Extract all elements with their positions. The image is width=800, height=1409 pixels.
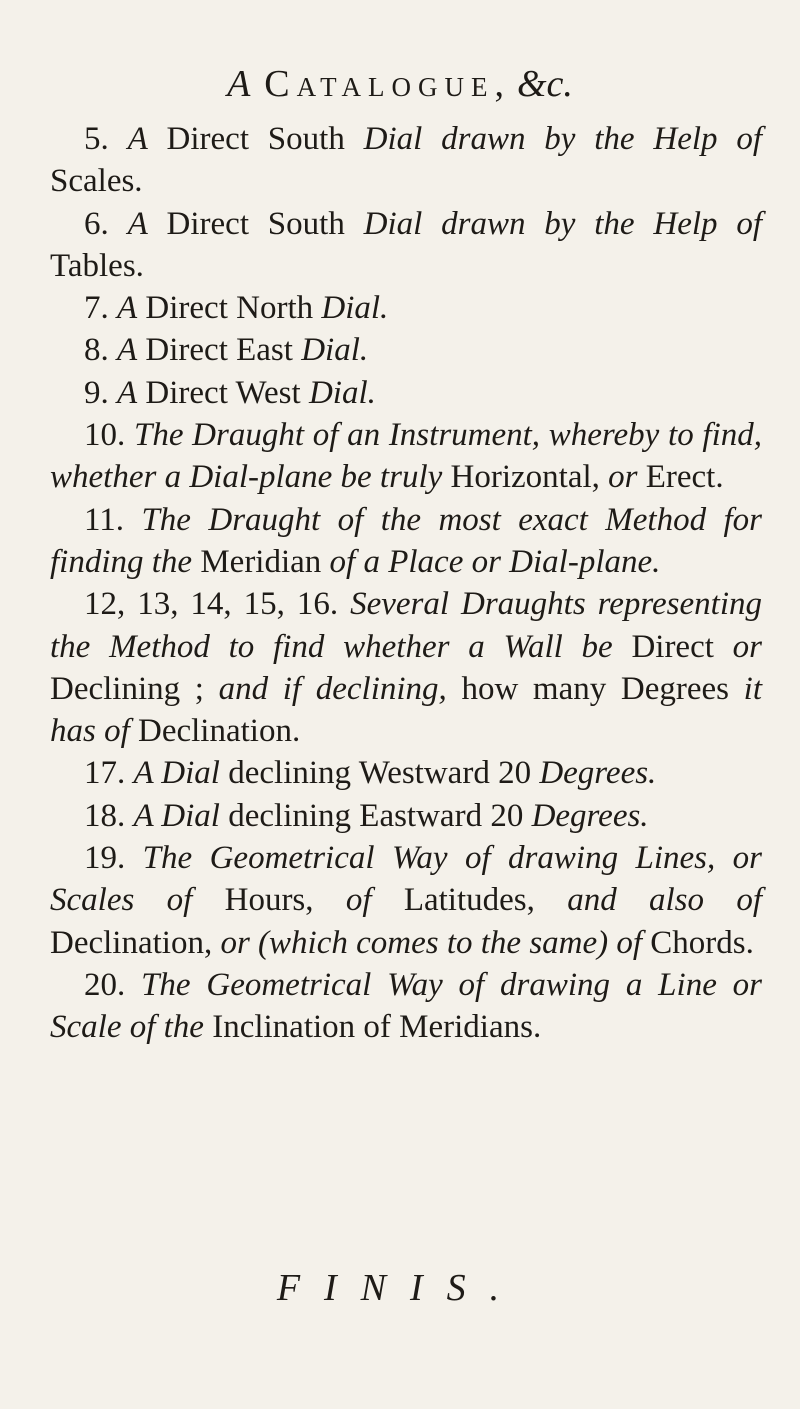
entry-roman-text: Direct West [137,374,309,411]
entry-italic-text: and if declining, [218,670,447,707]
entry-italic-text: A Dial [133,755,220,792]
entry-italic-text: or [608,459,638,496]
entry-italic-text: Dial. [321,290,389,327]
entry-italic-text: The Geometrical Way of drawing Lines, or Scales of [50,840,763,919]
entry-roman-text: Declination, [50,924,221,961]
entry-italic-text: of [345,882,372,919]
entry-italic-text: Degrees. [539,755,657,792]
entry-italic-text: A Dial [133,797,220,834]
entry-number: 11. [84,501,142,538]
entry-italic-text: A [117,374,138,411]
finis: FINIS. [276,1267,524,1309]
catalogue-entries [50,118,762,1049]
entry-roman-text: Direct East [137,332,302,369]
entry-italic-text: The Geometrical Way of drawing a Line or Scale of the [50,966,762,1046]
entry-italic-text: The Draught of an Instrument, whereby to find, whether a Dial-plane be truly [50,417,763,496]
entry-italic-text: Dial. [308,374,376,411]
entry-italic-text: Dial drawn by the Help of [363,205,762,242]
catalogue-entry [50,795,762,837]
catalogue-entry [50,499,762,584]
entry-italic-text: it has of [50,670,762,750]
entry-roman-text: Direct North [137,290,322,327]
entry-number: 20. [84,966,142,1003]
entry-roman-text: Inclination of Meridians. [203,1009,542,1046]
running-head-title: Catalogue, [264,63,511,105]
entry-number: 8. [84,332,117,369]
entry-italic-text: Degrees. [531,797,649,834]
entry-roman-text: Tables. [50,247,144,284]
entry-roman-text: Chords. [642,924,754,961]
entry-number: 6. [84,205,128,242]
entry-roman-text: Erect. [637,459,724,496]
entry-italic-text: A [117,290,138,327]
entry-roman-text: Latitudes, [371,882,568,919]
entry-roman-text: declining Westward 20 [219,755,540,792]
entry-italic-text: A [127,205,148,242]
entry-italic-text: Dial drawn by the Help of [363,121,762,157]
catalogue-entry [50,583,762,752]
entry-roman-text: Declination. [129,713,301,750]
catalogue-entry [50,837,762,964]
entry-roman-text: Meridian [192,543,330,580]
catalogue-entry [50,287,762,329]
entry-roman-text: Hours, [192,882,346,919]
entry-number: 19. [84,840,143,877]
running-head-etc: &c. [516,63,573,105]
entry-italic-text: The Draught of the most exact Method for finding the [50,501,762,580]
entry-roman-text: Direct South [147,205,364,242]
entry-italic-text: of a Place or Dial-plane. [329,543,661,580]
entry-italic-text: Dial. [301,332,369,369]
entry-number: 10. [84,417,134,454]
entry-number: 5. [84,121,128,157]
entry-italic-text: Several Draughts representing the Method to find whether a Wall be [50,586,762,665]
entry-number: 12, 13, 14, 15, 16. [84,586,351,623]
entry-italic-text: or (which comes to the same) of [220,924,643,961]
entry-roman-text: Declining ; [50,670,219,707]
entry-roman-text: Direct South [147,121,364,157]
entry-number: 7. [84,290,117,327]
catalogue-entry [50,964,762,1049]
running-head [0,62,800,106]
catalogue-entry [50,203,762,288]
entry-roman-text: Horizontal, [442,459,609,496]
entry-number: 18. [84,797,134,834]
entry-italic-text: and also of [567,882,762,919]
entry-italic-text: A [127,121,148,157]
entry-roman-text: how many Degrees [446,670,744,707]
running-head-article: A [227,63,251,105]
entry-number: 9. [84,374,117,411]
catalogue-entry [50,118,762,203]
entry-roman-text: Scales. [50,163,143,200]
entry-italic-text: A [117,332,138,369]
entry-italic-text: or [732,628,762,665]
catalogue-entry [50,752,762,794]
entry-number: 17. [84,755,134,792]
catalogue-entry [50,329,762,371]
entry-roman-text: declining Eastward 20 [219,797,532,834]
entry-roman-text: Direct [612,628,733,665]
catalogue-entry [50,414,762,499]
catalogue-entry [50,372,762,414]
